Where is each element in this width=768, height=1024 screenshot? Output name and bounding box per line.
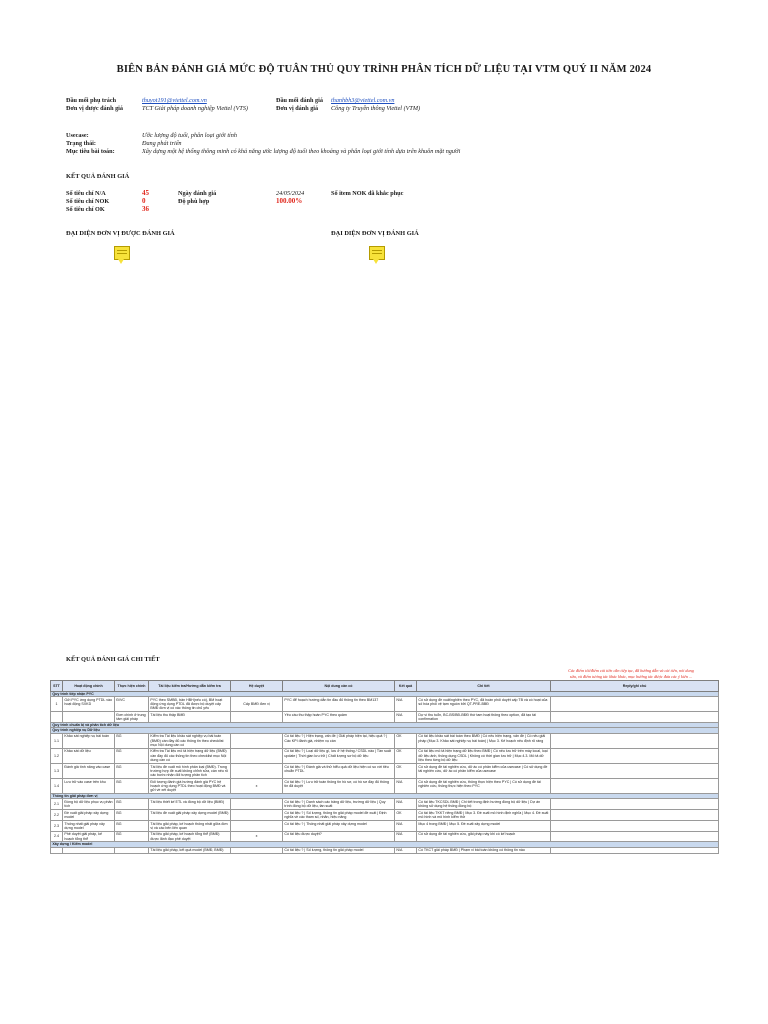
cell-hd xyxy=(231,712,283,723)
contact-label: Đầu mối phụ trách xyxy=(66,97,117,104)
cell-act xyxy=(63,847,115,853)
cell-reply[interactable] xyxy=(551,697,719,712)
cell-content: Có tài liệu ? | Danh sách các bảng dữ liệu, trường dữ liệu | Quy trình đồng bộ dữ liệu, tần suất xyxy=(283,799,395,810)
unit-value: TCT Giải pháp doanh nghiệp Viettel (VTS) xyxy=(142,105,248,112)
cell-doc: Tài liệu thiết kế ETL và đồng bộ dữ liệu (BMĐ) xyxy=(149,799,231,810)
cell-kq: N/A xyxy=(395,799,417,810)
cell-detail: Có sử dụng đề tài nghiên cứu, thông thực hiện theo PYC | Có sử dụng đề tài nghiên cứu, thông thực hiện theo PYC xyxy=(417,778,551,793)
fit-label: Độ phù hợp xyxy=(178,198,210,205)
column-header: Chi tiết xyxy=(417,681,551,692)
table-body xyxy=(51,692,719,854)
ok-label: Số tiêu chí OK xyxy=(66,206,105,213)
goal-label: Mục tiêu bài toán: xyxy=(66,148,115,155)
fit-value: 100.00% xyxy=(276,197,303,205)
nok-value: 0 xyxy=(142,197,146,205)
detail-table xyxy=(50,680,719,854)
column-header: Nội dung cần có xyxy=(283,681,395,692)
assessor-contact-label: Đầu mối đánh giá xyxy=(276,97,323,104)
cell-hd xyxy=(231,847,283,853)
column-header: Tài liệu kiểm tra/Hướng dẫn kiểm tra xyxy=(149,681,231,692)
detail-heading: KẾT QUẢ ĐÁNH GIÁ CHI TIẾT xyxy=(66,656,160,663)
cell-reply[interactable] xyxy=(551,778,719,793)
column-header: Reply/ghi chú xyxy=(551,681,719,692)
status-label: Trạng thái: xyxy=(66,140,96,147)
table-header-row xyxy=(51,681,719,692)
date-label: Ngày đánh giá xyxy=(178,190,217,197)
cell-doc: Tài liệu giải pháp, kế hoạch tổng thể (BMĐ) được lãnh đạo phê duyệt xyxy=(149,831,231,842)
group-label: Thông tin giải pháp đơn vị xyxy=(51,794,719,799)
date-value: 24/05/2024 xyxy=(276,190,305,197)
cell-kq: N/A xyxy=(395,820,417,831)
goal-value: Xây dựng một hệ thống thông minh có khả năng ước lượng độ tuổi theo khoảng và phân loại giới tính dựa trên khuôn mặt người xyxy=(142,148,461,155)
cell-reply[interactable] xyxy=(551,763,719,778)
cell-doc: Kiểm tra Tài liệu mô tả hiện trạng dữ liệu (BMĐ) cần đầy đủ các thông tin theo checklist mục Nội dung cần có xyxy=(149,748,231,763)
cell-detail: Có sử dụng đề xuất/nghiên theo PYC, đã hoàn phối duyệt cấp TB và có hoạt của số hóa phối vệ tạm nguồn bởi QT-PRE-BBĐ xyxy=(417,697,551,712)
usecase-label: Usecase: xyxy=(66,132,89,139)
cell-hd xyxy=(231,810,283,821)
cell-act: Thống nhất giải pháp xây dựng model xyxy=(63,820,115,831)
cell-exe: Đơn chính ở trung tâm giải pháp xyxy=(115,712,149,723)
assessor-unit-label: Đơn vị đánh giá xyxy=(276,105,319,112)
detail-note: Các điểm tốt/điểm cải tiến cần tiếp tục, đã hướng dẫn và cải tiến, nói dung sửa, và điểm tương tác khác khác, mục hướng tác được đưa các ý kiến ... xyxy=(568,668,694,679)
cell-hd xyxy=(231,733,283,748)
cell-hd: x xyxy=(231,778,283,793)
cell-kq: OK xyxy=(395,748,417,763)
cell-stt: 2.4 xyxy=(51,831,63,842)
contact-email-link[interactable]: thuyot191@viettel.com.vn xyxy=(142,97,207,104)
group-label: Quy trình tiếp nhận PYC xyxy=(51,692,719,697)
cell-act: Đồng bộ dữ liệu phục vụ phân tích xyxy=(64,799,113,809)
group-label: Xây dựng / Kiểm model xyxy=(51,842,719,847)
table-row xyxy=(51,712,719,723)
cell-act: Đánh giá tính năng vào case xyxy=(63,763,115,778)
cell-stt: 2.3 xyxy=(51,820,63,831)
cell-exe xyxy=(115,847,149,853)
cell-hd xyxy=(231,763,283,778)
status-value: Đang phát triển xyxy=(142,140,182,147)
cell-content: Có tài liệu ? | Thống nhất giải pháp xây dựng model xyxy=(283,820,395,831)
cell-stt xyxy=(51,712,63,723)
cell-detail: Mục 4 trong BMĐ | Mục 5. Đề xuất xây dựng model xyxy=(417,820,551,831)
cell-doc: Tài liệu thu thập BMĐ xyxy=(149,712,231,723)
usecase-value: Ước lượng độ tuổi, phân loại giới tính xyxy=(142,132,237,139)
table-row xyxy=(51,810,719,821)
cell-doc: Tài liệu đề xuất giải pháp xây dựng model (BMĐ) xyxy=(149,810,231,821)
cell-kq: N/A xyxy=(395,697,417,712)
cell-act: Gửi PYC ứng dụng PTDL vào hoạt động SXKD xyxy=(63,697,115,712)
report-title: BIÊN BẢN ĐÁNH GIÁ MỨC ĐỘ TUÂN THỦ QUY TRÌNH PHÂN TÍCH DỮ LIỆU TẠI VTM QUÝ II NĂM 2024 xyxy=(116,64,652,75)
cell-stt: 2.1 xyxy=(51,799,63,810)
cell-content: Có tài liệu ? | Số lượng, thông tin giải pháp model xyxy=(283,847,395,853)
column-header: Hệ duyệt xyxy=(231,681,283,692)
cell-hd xyxy=(231,799,283,810)
table-row xyxy=(51,733,719,748)
cell-exe: BG xyxy=(115,733,149,748)
cell-hd: Cấp BMĐ đơn vị xyxy=(231,697,283,712)
table-row xyxy=(51,831,719,842)
table-row xyxy=(51,820,719,831)
column-header: STT xyxy=(51,681,63,692)
unit-label: Đơn vị được đánh giá xyxy=(66,105,123,112)
result-heading: KẾT QUẢ ĐÁNH GIÁ xyxy=(66,173,130,180)
cell-stt: 1.1 xyxy=(51,733,63,748)
cell-kq: OK xyxy=(395,810,417,821)
cell-reply[interactable] xyxy=(551,831,719,842)
cell-exe: BG xyxy=(115,820,149,831)
cell-content: Có tài liệu ? | Loại dữ liệu gì, lưu ở hệ thống / CSDL nào | Tần suất update | Thời gian lưu trữ | Chất lượng sơ bộ dữ liệu xyxy=(283,748,395,763)
cell-detail: Có sử dụng đề tài nghiên cứu, giải pháp này khi có kế hoạch xyxy=(417,831,551,842)
cell-doc: PYC theo SMBĐ, bản HBH(nếu có), BM hoạt động ứng dụng PTDL đã được bộ duyệt cấp BMĐ đơn vị có xác thông tin chủ yếu xyxy=(149,697,231,712)
nok-label: Số tiêu chí NOK xyxy=(66,198,110,205)
cell-detail: Dự ví thu tuổn, BC-BS/BĐ-BĐĐ thứ tam hoạt thông theo option, đã tạo tài confirmation xyxy=(417,712,551,723)
cell-stt: 1.3 xyxy=(51,763,63,778)
cell-act xyxy=(63,712,115,723)
table-row xyxy=(51,763,719,778)
cell-content: Có tài liệu ? | Số lượng, thông tin giải pháp model đề xuất | Định nghĩa về các tham số, nhãn, hiệu năng xyxy=(283,810,395,821)
cell-stt xyxy=(51,847,63,853)
group-label: Quy trình nghiệp vụ Dữ liệu xyxy=(51,728,719,733)
cell-detail: Có tài liệu khảo sát bài toán theo BMĐ | Có nêu hiện trạng, vấn đề | Có nêu giải pháp (Mục 3. Khảo sát nghiệp vụ bài toán) | Mục 3. Kế hoạch nêu định rõ ràng xyxy=(417,733,551,748)
comment-note-icon[interactable] xyxy=(114,246,130,260)
column-header: Hoạt động chính xyxy=(63,681,115,692)
cell-content: Có tài liệu được duyệt? xyxy=(283,831,395,842)
cell-exe: BG xyxy=(115,778,149,793)
cell-act: Phê duyệt giải pháp, kế hoạch tổng thể xyxy=(63,831,115,842)
assessor-unit-value: Công ty Truyền thông Viettel (VTM) xyxy=(331,105,421,112)
group-label: Quy trình chuẩn bị và phân tích dữ liệu xyxy=(51,723,719,728)
cell-content: Yêu cầu thu thập hoàn PYC theo quảm xyxy=(283,712,395,723)
cell-reply[interactable] xyxy=(551,712,719,723)
cell-kq: N/A xyxy=(395,712,417,723)
cell-kq: N/A xyxy=(395,831,417,842)
cell-doc: Tài liệu giải pháp, kết quả model (BMĐ, BMĐ) xyxy=(149,847,231,853)
cell-stt: 2.2 xyxy=(51,810,63,821)
na-value: 45 xyxy=(142,189,149,197)
table-row xyxy=(51,748,719,763)
cell-doc: Đối tượng đánh giá hướng đánh giá PYC hệ hoạch ứng dụng PTDL theo hoạt động BMĐ và gửi về xét duyệt xyxy=(149,778,231,793)
cell-detail: Có TKCT giải pháp BMĐ | Phạm vi bài toán không có thông tin nào xyxy=(417,847,551,853)
cell-act: Lưu trữ vào case trên khu xyxy=(63,778,115,793)
cell-detail: Có sử dụng đề tài nghiên cứu, dữ ác có phân kiểm của usecase | Có sử dụng đề tài nghiên cứu, dữ ác có phân kiểm của usecase xyxy=(417,763,551,778)
cell-reply[interactable] xyxy=(551,748,719,763)
cell-hd xyxy=(231,820,283,831)
table-row xyxy=(51,799,719,810)
cell-act: Khảo sát dữ liệu xyxy=(63,748,115,763)
cell-doc: Tài liệu giải pháp, kế hoạch thống nhất giữa đơn vị và các bên liên quan xyxy=(149,820,231,831)
table-row xyxy=(51,697,719,712)
cell-detail: Có tài liệu TKKT riêng BMĐ | Mục 3. Đề xuất mô hình định nghĩa | Mục 4. Đề xuất mô hình và mô hình kiểm thử xyxy=(417,810,551,821)
cell-stt: 1.2 xyxy=(51,748,63,763)
cell-kq: N/A xyxy=(395,847,417,853)
comment-note-icon[interactable] xyxy=(369,246,385,260)
cell-exe: BG xyxy=(115,763,149,778)
cell-content: Có tài liệu ? | Lưu trữ toàn thông tin hồ sơ, có hồ sơ đầy đủ thông tin đã duyệt xyxy=(283,778,395,793)
cell-hd xyxy=(231,748,283,763)
table-row xyxy=(51,847,719,853)
column-header: Thực hiện chính xyxy=(115,681,149,692)
signature-right: ĐẠI DIỆN ĐƠN VỊ ĐÁNH GIÁ xyxy=(331,230,419,237)
cell-stt: 1.4 xyxy=(51,778,63,793)
cell-act: Đề xuất giải pháp xây dựng model xyxy=(63,810,115,821)
cell-doc: Tài liệu đề xuất mô hình phân loại (BMĐ). Trong trường hợp đề xuất không chỉnh sửa, cần nêu rõ các bước nhận đối tượng phân tích xyxy=(149,763,231,778)
cell-exe: Đ/VC xyxy=(115,697,149,712)
assessor-email-link[interactable]: thanhbh3@viettel.com.vn xyxy=(331,97,395,104)
cell-kq: OK xyxy=(395,733,417,748)
cell-act: Khảo sát nghiệp vụ bài toán xyxy=(63,733,115,748)
cell-exe: BG xyxy=(115,810,149,821)
cell-reply[interactable] xyxy=(551,810,719,821)
cell-kq: OK xyxy=(395,763,417,778)
cell-hd: x xyxy=(231,831,283,842)
cell-exe: BG xyxy=(115,748,149,763)
cell-content: Có tài liệu ? | Đánh giá và thử hiểu quả dữ liệu hiện có so với tiêu chuẩn PTDL xyxy=(283,763,395,778)
cell-stt: 1 xyxy=(51,697,63,712)
cell-reply[interactable] xyxy=(551,820,719,831)
cell-exe: BG xyxy=(115,831,149,842)
cell-kq: N/A xyxy=(395,778,417,793)
cell-doc: Kiểm tra Tài liệu khảo sát nghiệp vụ bài toán (BMĐ) cần đầy đủ các thông tin theo checklist mục Nội dung cần có xyxy=(149,733,231,748)
ok-value: 36 xyxy=(142,205,149,213)
cell-reply[interactable] xyxy=(551,733,719,748)
table-row xyxy=(51,778,719,793)
na-label: Số tiêu chí N/A xyxy=(66,190,106,197)
fixed-label: Số item NOK đã khắc phục xyxy=(331,190,404,197)
cell-detail: Có tài liệu TKCSDL BMĐ | Chi tiết trong định hướng đồng bộ dữ liệu | Dự án không sử dụng hệ thống đồng bộ xyxy=(417,799,551,810)
cell-exe: BG xyxy=(115,799,149,810)
cell-reply[interactable] xyxy=(551,847,719,853)
cell-reply[interactable] xyxy=(551,799,719,810)
signature-left: ĐẠI DIỆN ĐƠN VỊ ĐƯỢC ĐÁNH GIÁ xyxy=(66,230,175,237)
column-header: Kết quả xyxy=(395,681,417,692)
cell-content: PYC để hoạch hướng dẫn tin đầu đủ thông tin theo BM137 xyxy=(283,697,395,712)
cell-content: Có tài liệu ? | Hiện trạng, vấn đề | Giải pháp hiện tại, hiệu quả ? | Các KPI đánh giá, nhiệm vụ cần xyxy=(283,733,395,748)
cell-detail: Có tài liệu mô tả hiện trạng dữ liệu theo BMĐ | Có nêu lưu trữ trên máy local, loại dữ liệu ảnh, thông dụng CSDL | Không có thời gian lưu trữ | Mục 4.3. Mô tả dữ liệu theo từng bộ dữ liệu xyxy=(417,748,551,763)
